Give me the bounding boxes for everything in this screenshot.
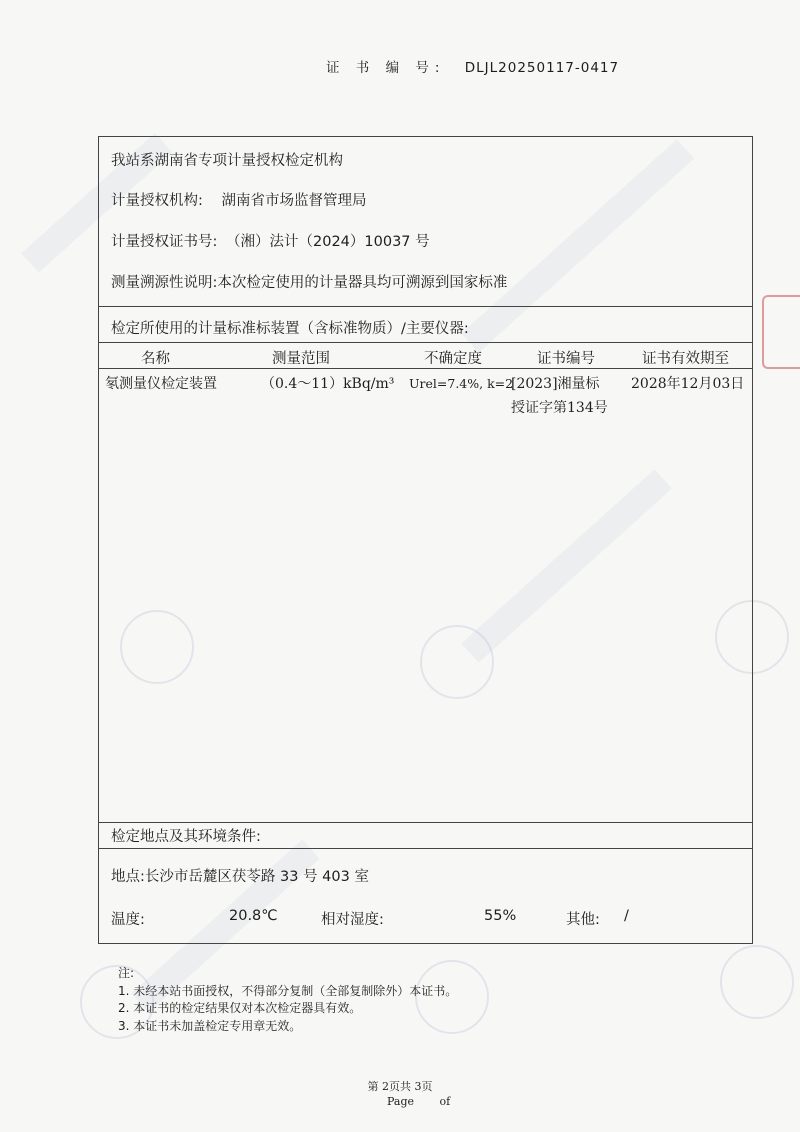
cell-uncertainty: Urel=7.4%, k=2 (409, 376, 514, 391)
header-name: 名称 (141, 351, 170, 367)
divider (99, 368, 752, 369)
authorization-statement: 我站系湖南省专项计量授权检定机构 (111, 153, 343, 169)
red-stamp-edge (762, 295, 800, 369)
notes-title: 注: (118, 966, 135, 980)
agency-label: 计量授权机构: (111, 193, 203, 209)
traceability-value: 本次检定使用的计量器具均可溯源到国家标准 (217, 275, 508, 291)
standards-section-title: 检定所使用的计量标准标装置（含标准物质）/主要仪器: (111, 321, 469, 337)
page-count-cn: 第 2页共 3页 (367, 1080, 433, 1093)
other-value: / (624, 908, 629, 924)
authorization-certificate (111, 230, 430, 251)
auth-cert-value: （湘）法计（2024）10037 号 (226, 234, 430, 250)
header-cert-no: 证书编号 (537, 351, 595, 367)
note-item: 1. 未经本站书面授权，不得部分复制（全部复制除外）本证书。 (118, 983, 458, 998)
divider (99, 306, 752, 307)
temperature-label: 温度: (111, 912, 145, 928)
traceability-label: 测量溯源性说明: (111, 275, 218, 291)
certificate-number-label: 证 书 编 号: (326, 60, 446, 76)
header-range: 测量范围 (272, 351, 330, 367)
notes (118, 965, 457, 1035)
note-item: 2. 本证书的检定结果仅对本次检定器具有效。 (118, 1001, 362, 1015)
cell-range: （0.4～11）kBq/m³ (261, 376, 395, 392)
watermark-seal (720, 945, 794, 1019)
location-value: 长沙市岳麓区茯苓路 33 号 403 室 (144, 869, 369, 885)
of-label: of (439, 1095, 451, 1108)
note-item: 3. 本证书未加盖检定专用章无效。 (118, 1018, 302, 1033)
certificate-frame (98, 136, 753, 944)
environment-section-title: 检定地点及其环境条件: (111, 829, 261, 845)
agency-value: 湖南省市场监督管理局 (221, 193, 367, 209)
humidity-label: 相对湿度: (321, 912, 384, 928)
authorization-agency (111, 189, 367, 210)
certificate-number-value: DLJL20250117-0417 (464, 60, 620, 76)
divider (99, 848, 752, 849)
traceability-statement (111, 271, 507, 292)
divider (99, 342, 752, 343)
page-label: Page (387, 1095, 415, 1108)
humidity-value: 55% (484, 908, 517, 924)
temperature-value: 20.8℃ (229, 908, 278, 924)
page-count-en (387, 1095, 467, 1108)
auth-cert-label: 计量授权证书号: (111, 234, 218, 250)
header-valid-until: 证书有效期至 (642, 351, 729, 367)
header-uncertainty: 不确定度 (424, 351, 482, 367)
cell-name: 氡测量仪检定装置 (105, 376, 217, 392)
cell-cert-no-line2: 授证字第134号 (511, 400, 608, 416)
page-footer (0, 1078, 800, 1108)
cell-valid-until: 2028年12月03日 (631, 376, 745, 392)
divider (99, 822, 752, 823)
other-label: 其他: (566, 912, 600, 928)
location-label: 地点: (111, 869, 145, 885)
cell-cert-no-line1: [2023]湘量标 (511, 376, 600, 392)
location-row (111, 865, 369, 886)
certificate-number (326, 56, 619, 76)
